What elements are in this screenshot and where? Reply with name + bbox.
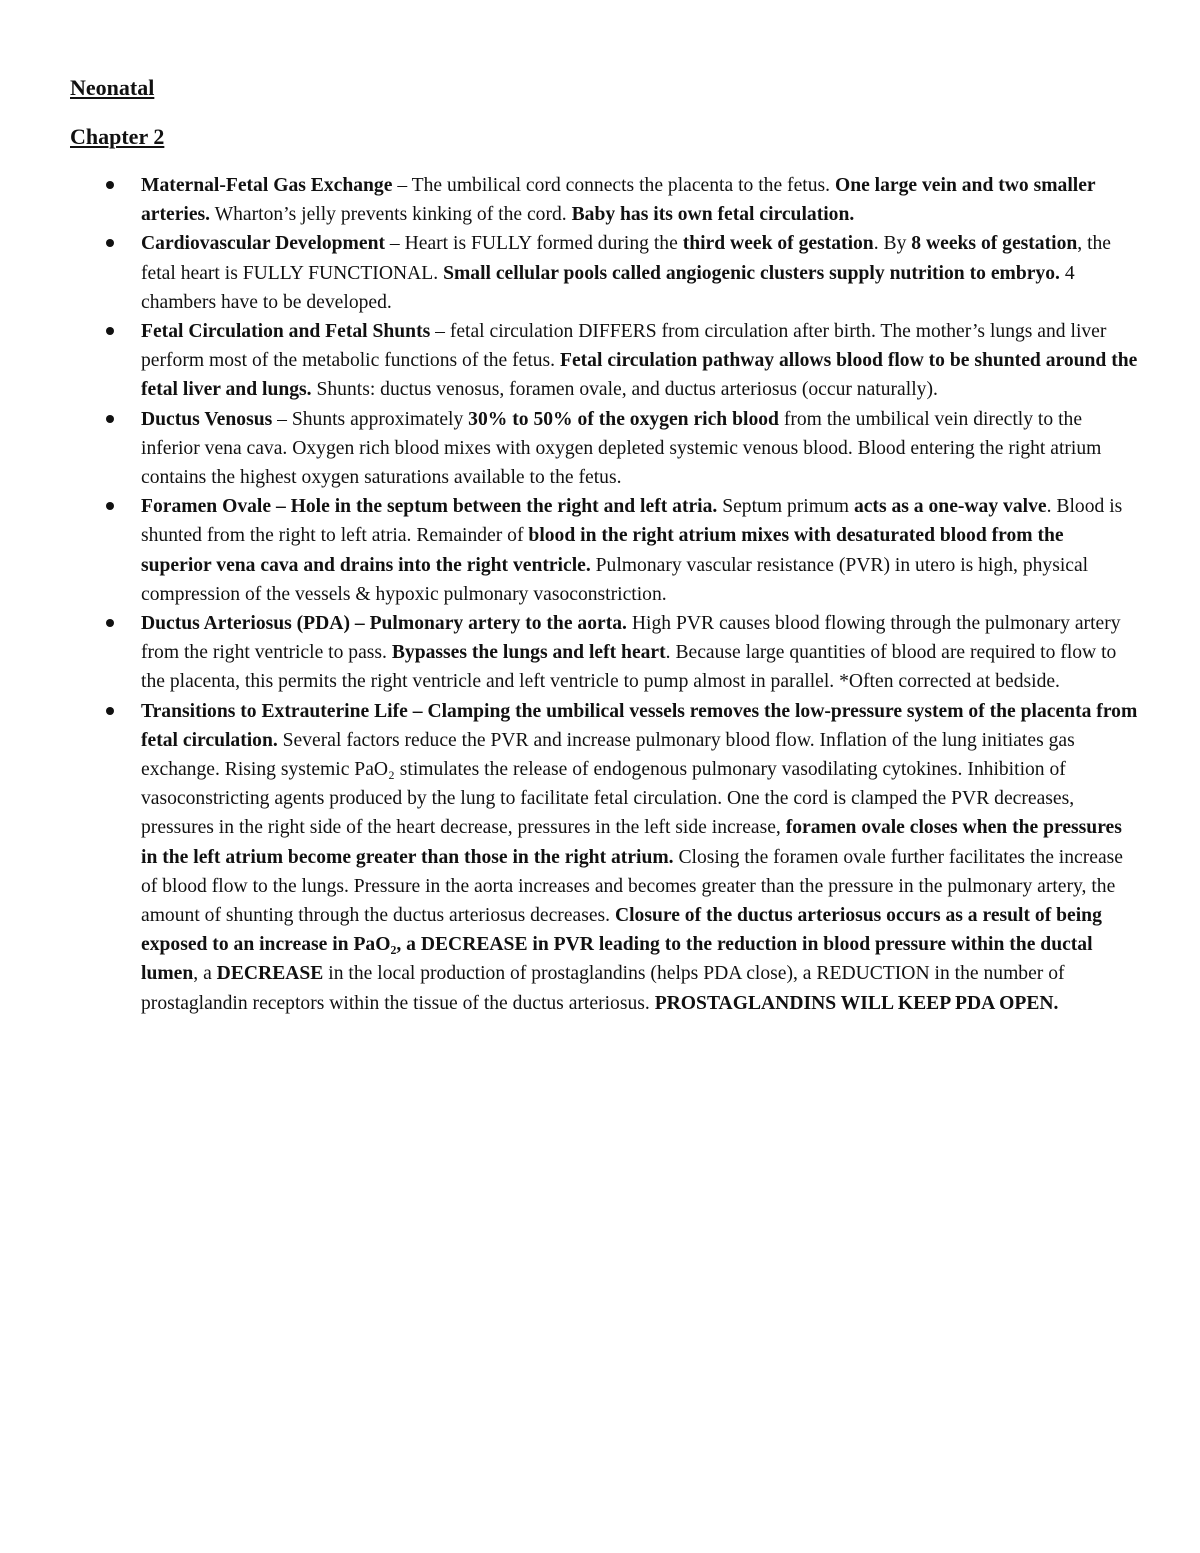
body-text: Wharton’s jelly prevents kinking of the cord. [210,204,572,226]
body-text: Several factors reduce the PVR and increase pulmonary blood flow. Inflation of the lung initiates gas exchange. Rising systemic PaO₂ stimulates the release of endogenous pulmonary vasodilating cytokines. Inhibition of vasoconstricting agents produced by the lung to facilitate fetal circulation. One the cord is clamped the PVR decreases, pressures in the right side of the heart decrease, pressures in the left side increase, [141,729,1080,839]
bold-text: Transitions to Extrauterine Life – Clamping the umbilical vessels removes the low-pressure system of the placenta from fetal circulation. [141,700,1143,751]
bold-text: 8 weeks of gestation [911,233,1078,255]
bold-text: Foramen Ovale – Hole in the septum between the right and left atria. [141,496,718,518]
bullet-dot-icon [106,415,114,423]
bullet-item [0,317,1200,405]
body-text: from the umbilical vein directly to the inferior vena cava. Oxygen rich blood mixes with oxygen depleted systemic venous blood. Blood entering the right atrium contains the highest oxygen saturations available to the fetus. [141,408,1107,489]
bold-text: blood in the right atrium mixes with desaturated blood from the superior vena cava and drains into the right ventricle. [141,525,1069,576]
bold-text: One large vein and two smaller arteries. [141,175,1101,226]
body-text: High PVR causes blood flowing through the pulmonary artery from the right ventricle to pass. [141,613,1126,664]
body-text: Septum primum [717,496,854,518]
body-text: – Shunts approximately [272,408,469,430]
bold-text: third week of gestation [682,233,874,255]
body-text: , a [193,963,217,985]
bold-text: Fetal circulation pathway allows blood flow to be shunted around the fetal liver and lungs. [141,350,1143,401]
body-text: – fetal circulation DIFFERS from circulation after birth. The mother’s lungs and liver perform most of the metabolic functions of the fetus. [141,321,1112,372]
bullet-item [0,492,1200,609]
bullet-dot-icon [106,619,114,627]
bold-text: Ductus Arteriosus (PDA) – Pulmonary artery to the aorta. [141,613,627,635]
body-text: . Blood is shunted from the right to left atria. Remainder of [141,496,1128,547]
bold-text: Cardiovascular Development [141,233,385,255]
body-text: in the local production of prostaglandins (helps PDA close), a REDUCTION in the number of prostaglandin receptors within the tissue of the ductus arteriosus. [141,963,1070,1014]
bullet-dot-icon [106,502,114,510]
body-text: , the fetal heart is FULLY FUNCTIONAL. [141,233,1116,284]
bold-text: Bypasses the lungs and left heart [391,642,666,664]
body-text: . By [873,233,912,255]
bold-text: Ductus Venosus [141,408,273,430]
bold-text: Maternal-Fetal Gas Exchange [141,175,393,196]
bullet-item [0,697,1200,1018]
document-title: Neonatal [70,75,155,100]
bold-text: Baby has its own fetal circulation. [571,204,855,226]
bullet-item [0,171,1200,229]
bullet-item [0,609,1200,697]
body-text: 4 chambers have to be developed. [141,262,1080,313]
bullet-dot-icon [106,707,114,715]
bullet-dot-icon [106,327,114,335]
bullet-dot-icon [106,239,114,247]
bullet-item [0,405,1200,493]
bold-text: 30% to 50% of the oxygen rich blood [468,408,779,430]
body-text: – Heart is FULLY formed during the [385,233,683,255]
bold-text: foramen ovale closes when the pressures in the left atrium become greater than those in the right atrium. [141,817,1127,868]
bold-text: Small cellular pools called angiogenic clusters supply nutrition to embryo. [443,262,1060,284]
body-text: Closing the foramen ovale further facilitates the increase of blood flow to the lungs. Pressure in the aorta increases and becomes greater than the pressure in the pulmonary artery, the amount of shunting through the ductus arteriosus decreases. [141,846,1128,927]
body-text: Pulmonary vascular resistance (PVR) in utero is high, physical compression of the vessels & hypoxic pulmonary vasoconstriction. [141,554,1094,605]
bullet-dot-icon [106,181,114,189]
body-text: – The umbilical cord connects the placenta to the fetus. [392,175,835,196]
bold-text: Closure of the ductus arteriosus occurs as a result of being exposed to an increase in PaO₂, a DECREASE in PVR leading to the reduction in blood pressure within the ductal lumen [141,905,1107,985]
bold-text: PROSTAGLANDINS WILL KEEP PDA OPEN. [654,992,1059,1014]
bold-text: Fetal Circulation and Fetal Shunts [141,321,431,343]
bold-text: DECREASE [216,963,324,985]
bullet-item [0,229,1200,317]
body-text: . Because large quantities of blood are required to flow to the placenta, this permits the right ventricle and left ventricle to pump almost in parallel. *Often corrected at bedside. [141,642,1122,693]
bullet-list [0,171,1200,1018]
bold-text: acts as a one-way valve [853,496,1047,518]
body-text: Shunts: ductus venosus, foramen ovale, and ductus arteriosus (occur naturally). [311,379,938,401]
chapter-heading: Chapter 2 [70,124,165,149]
